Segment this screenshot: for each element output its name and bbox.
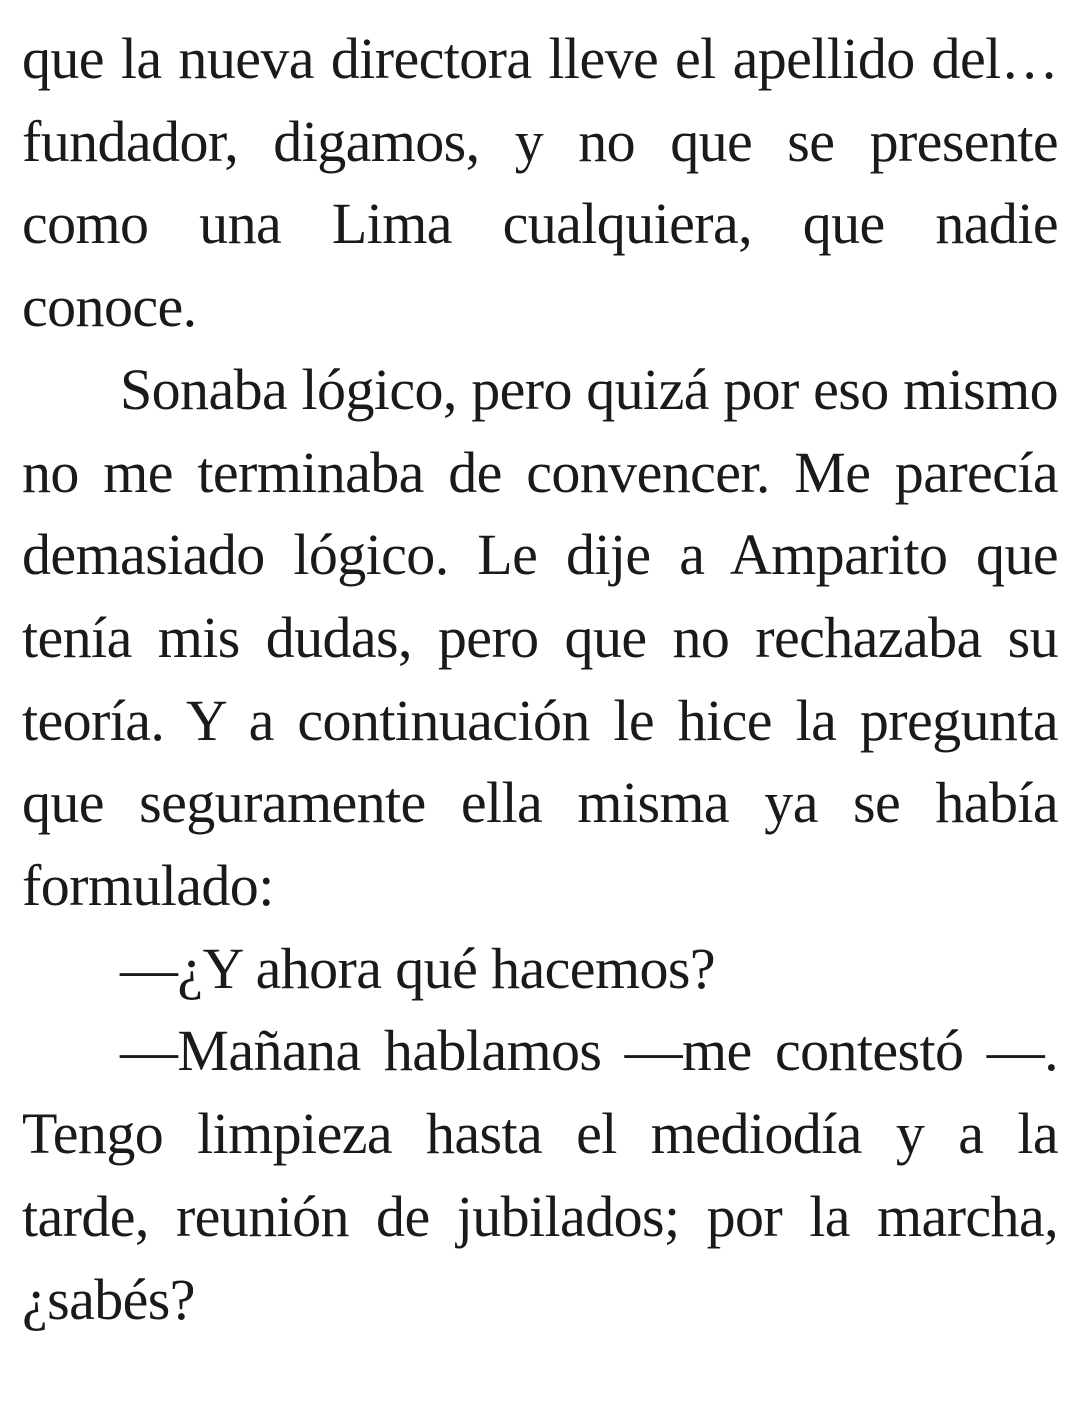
dialogue-line-answer: —Mañana hablamos —me contestó —. Tengo limpieza hasta el mediodía y a la tarde, reunión de jubilados; por la marcha, ¿sabés? xyxy=(22,1018,1058,1332)
paragraph-continuation: que la nueva directora lleve el apellido del… fundador, digamos, y no que se presente como una Lima cualquiera, que nadie conoce. xyxy=(22,26,1058,340)
paragraph-sonaba-logico: Sonaba lógico, pero quizá por eso mismo no me terminaba de convencer. Me parecía demasiado lógico. Le dije a Amparito que tenía mis dudas, pero que no rechazaba su teoría. Y a continuación le hice la pregunta que seguramente ella misma ya se había formulado: xyxy=(22,356,1058,919)
dialogue-line-question: —¿Y ahora qué hacemos? xyxy=(120,935,715,1001)
book-page xyxy=(22,18,1058,1341)
